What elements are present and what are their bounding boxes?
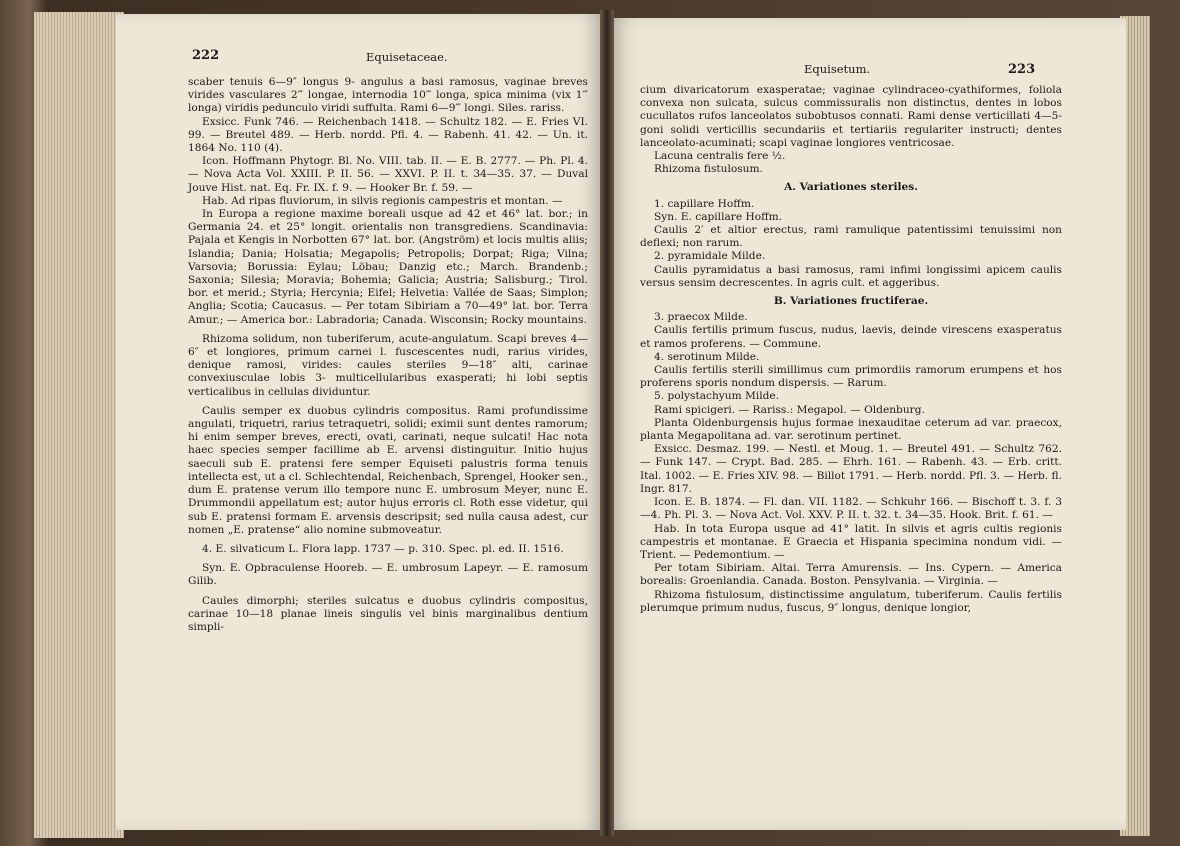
book-gutter	[600, 10, 614, 836]
paragraph: Rhizoma fistulosum, distinctissime angulatum, tuberiferum. Caulis fertilis plerumque primum nudus, fuscus, 9″ longus, denique longior,	[640, 588, 1062, 614]
left-page-number: 222	[192, 48, 220, 63]
paragraph: Rami spicigeri. — Rariss.: Megapol. — Oldenburg.	[654, 403, 925, 416]
paragraph: Caulis 2′ et altior erectus, rami ramulique patentissimi tenuissimi non deflexi; non rarum.	[640, 224, 1062, 250]
paragraph: 5. polystachyum Milde.	[654, 390, 780, 403]
paragraph: 1. capillare Hoffm.	[654, 197, 755, 210]
paragraph: Caulis fertilis primum fuscus, nudus, laevis, deinde virescens exasperatus et ramos proferens. — Commune.	[640, 324, 1062, 350]
paragraph: Caulis pyramidatus a basi ramosus, rami infimi longissimi apicem caulis versus sensim decrescentes. In agris cult. et aggeribus.	[640, 263, 1062, 289]
paragraph: Icon. E. B. 1874. — Fl. dan. VII. 1182. — Schkuhr 166. — Bischoff t. 3. f. 3—4. Ph. Pl. 3. — Nova Act. Vol. XXV. P. II. t. 32. t. 34—35. Hook. Brit. f. 61. —	[640, 496, 1062, 522]
paragraph: Lacuna centralis fere ½.	[654, 150, 786, 163]
paragraph: Hab. In tota Europa usque ad 41° latit. In silvis et agris cultis regionis campestris et montanae. E Graecia et Hispania specimina nondum vidi. — Trient. — Pedemontium. —	[640, 522, 1062, 561]
paragraph: Hab. Ad ripas fluviorum, in silvis regionis campestris et montan. —	[202, 194, 563, 207]
left-page	[116, 14, 606, 830]
paragraph: Exsicc. Funk 746. — Reichenbach 1418. — Schultz 182. — E. Fries VI. 99. — Breutel 489. — Herb. nordd. Pfl. 4. — Rabenh. 41. 42. — Un. it. 1864 No. 110 (4).	[188, 115, 588, 155]
paragraph: Per totam Sibiriam. Altai. Terra Amurensis. — Ins. Cypern. — America borealis: Groenlandia. Canada. Boston. Pensylvania. — Virginia. —	[640, 562, 1062, 588]
paragraph: Caulis semper ex duobus cylindris compositus. Rami profundissime angulati, triquetri, rarius tetraquetri, solidi; eximii sunt dentes ramorum; hi enim semper breves, erecti, ovati, carinati, neque sulcati! Hac nota haec species semper facillime ab E. arvensi distinguitur. Initio hujus saeculi sub E. pratensi fere semper Equiseti palustris forma tenuis intellecta est, ut a cl. Schlechtendal, Reichenbach, Sprengel, Hooker sen., dum E. pratense verum illo tempore nunc E. umbrosum Meyer, nunc E. Drummondii appellatum est; autor hujus erroris cl. Roth esse videtur, qui sub E. pratensi formam E. arvensis descripsit; sed nulla causa adest, cur nomen „E. pratense“ alio nomine submoveatur.	[188, 404, 588, 536]
paragraph: 4. serotinum Milde.	[654, 350, 760, 363]
right-body-text	[640, 84, 1062, 615]
paragraph: Exsicc. Desmaz. 199. — Nestl. et Moug. 1. — Breutel 491. — Schultz 762. — Funk 147. — Crypt. Bad. 285. — Ehrh. 161. — Rabenh. 43. — Erb. critt. Ital. 1002. — E. Fries XIV. 98. — Billot 1791. — Herb. nordd. Pfl. 3. — Herb. fl. Ingr. 817.	[640, 443, 1062, 495]
left-page-edges	[34, 12, 124, 838]
paragraph: scaber tenuis 6—9″ longus 9- angulus a basi ramosus, vaginae breves virides vasculares 2‴ longae, internodia 10‴ longa, spica minima (vix 1‴ longa) viridis pedunculo viridi suffulta. Rami 6—9‴ longi. Siles. rariss.	[188, 76, 588, 115]
paragraph: Caules dimorphi; steriles sulcatus e duobus cylindris compositus, carinae 10—18 planae lineis singulis vel binis marginalibus dentium simpli-	[188, 594, 588, 633]
paragraph: Planta Oldenburgensis hujus formae inexauditae ceterum ad var. praecox, planta Megapolitana ad. var. serotinum pertinet.	[640, 416, 1062, 443]
paragraph: Rhizoma solidum, non tuberiferum, acute-angulatum. Scapi breves 4—6″ et longiores, primum carnei l. fuscescentes nudi, rarius virides, denique ramosi, virides: caules steriles 9—18″ alti, carinae convexiusculae lobis 3- multicellularibus exasperati; hi lobi septis verticalibus in cellulas dividuntur.	[188, 332, 588, 398]
paragraph: 4. E. silvaticum L. Flora lapp. 1737 — p. 310. Spec. pl. ed. II. 1516.	[202, 542, 564, 555]
paragraph: 2. pyramidale Milde.	[654, 250, 766, 263]
right-page	[608, 18, 1126, 830]
section-heading: A. Variationes steriles.	[784, 181, 918, 194]
section-heading: B. Variationes fructiferae.	[773, 295, 929, 308]
right-page-number: 223	[1008, 62, 1036, 77]
paragraph: 3. praecox Milde.	[654, 311, 748, 324]
right-running-head: Equisetum.	[804, 62, 871, 76]
paragraph: Syn. E. Opbraculense Hooreb. — E. umbrosum Lapeyr. — E. ramosum Gilib.	[188, 562, 588, 588]
paragraph: Syn. E. capillare Hoffm.	[654, 210, 783, 223]
paragraph: Icon. Hoffmann Phytogr. Bl. No. VIII. tab. II. — E. B. 2777. — Ph. Pl. 4. — Nova Acta Vol. XXIII. P. II. 56. — XXVI. P. II. t. 34—35. 37. — Duval Jouve Hist. nat. Eq. Fr. IX. f. 9. — Hooker Br. f. 59. —	[188, 155, 588, 194]
paragraph: cium divaricatorum exasperatae; vaginae cylindraceo-cyathiformes, foliola convexa non sulcata, sulcus commissuralis non distinctus, dentes in lobos cucullatos rufos lanceolatos subobtusos connati. Rami dense verticillati 4—5- goni solidi verticillis secundariis et tertiariis regulariter instructi; dentes lanceolato-acuminati; scapi vaginae longiores ventricosae.	[640, 84, 1062, 149]
paragraph: Rhizoma fistulosum.	[654, 163, 763, 176]
left-running-head: Equisetaceae.	[366, 50, 448, 64]
left-body-text	[188, 76, 588, 634]
paragraph: Caulis fertilis sterili simillimus cum primordiis ramorum erumpens et hos proferens sporis nondum dispersis. — Rarum.	[640, 364, 1062, 390]
paragraph: In Europa a regione maxime boreali usque ad 42 et 46° lat. bor.; in Germania 24. et 25° longit. orientalis non transgrediens. Scandinavia: Pajala et Kengis in Norbotten 67° lat. bor. (Angström) et locis multis aliis; Islandia; Dania; Holsatia; Megapolis; Petropolis; Dorpat; Riga; Vilna; Varsovia; Borussia: Eylau; Löbau; Danzig etc.; March. Brandenb.; Saxonia; Silesia; Moravia; Bohemia; Galicia; Austria; Salisburg.; Tirol. bor. et merid.; Styria; Hercynia; Eifel; Helvetia: Vallée de Saas; Simplon; Anglia; Scotia; Caucasus. — Per totam Sibiriam a 70—49° lat. bor. Terra Amur.; — America bor.: Labradoria; Canada. Wisconsin; Rocky mountains.	[188, 208, 588, 326]
